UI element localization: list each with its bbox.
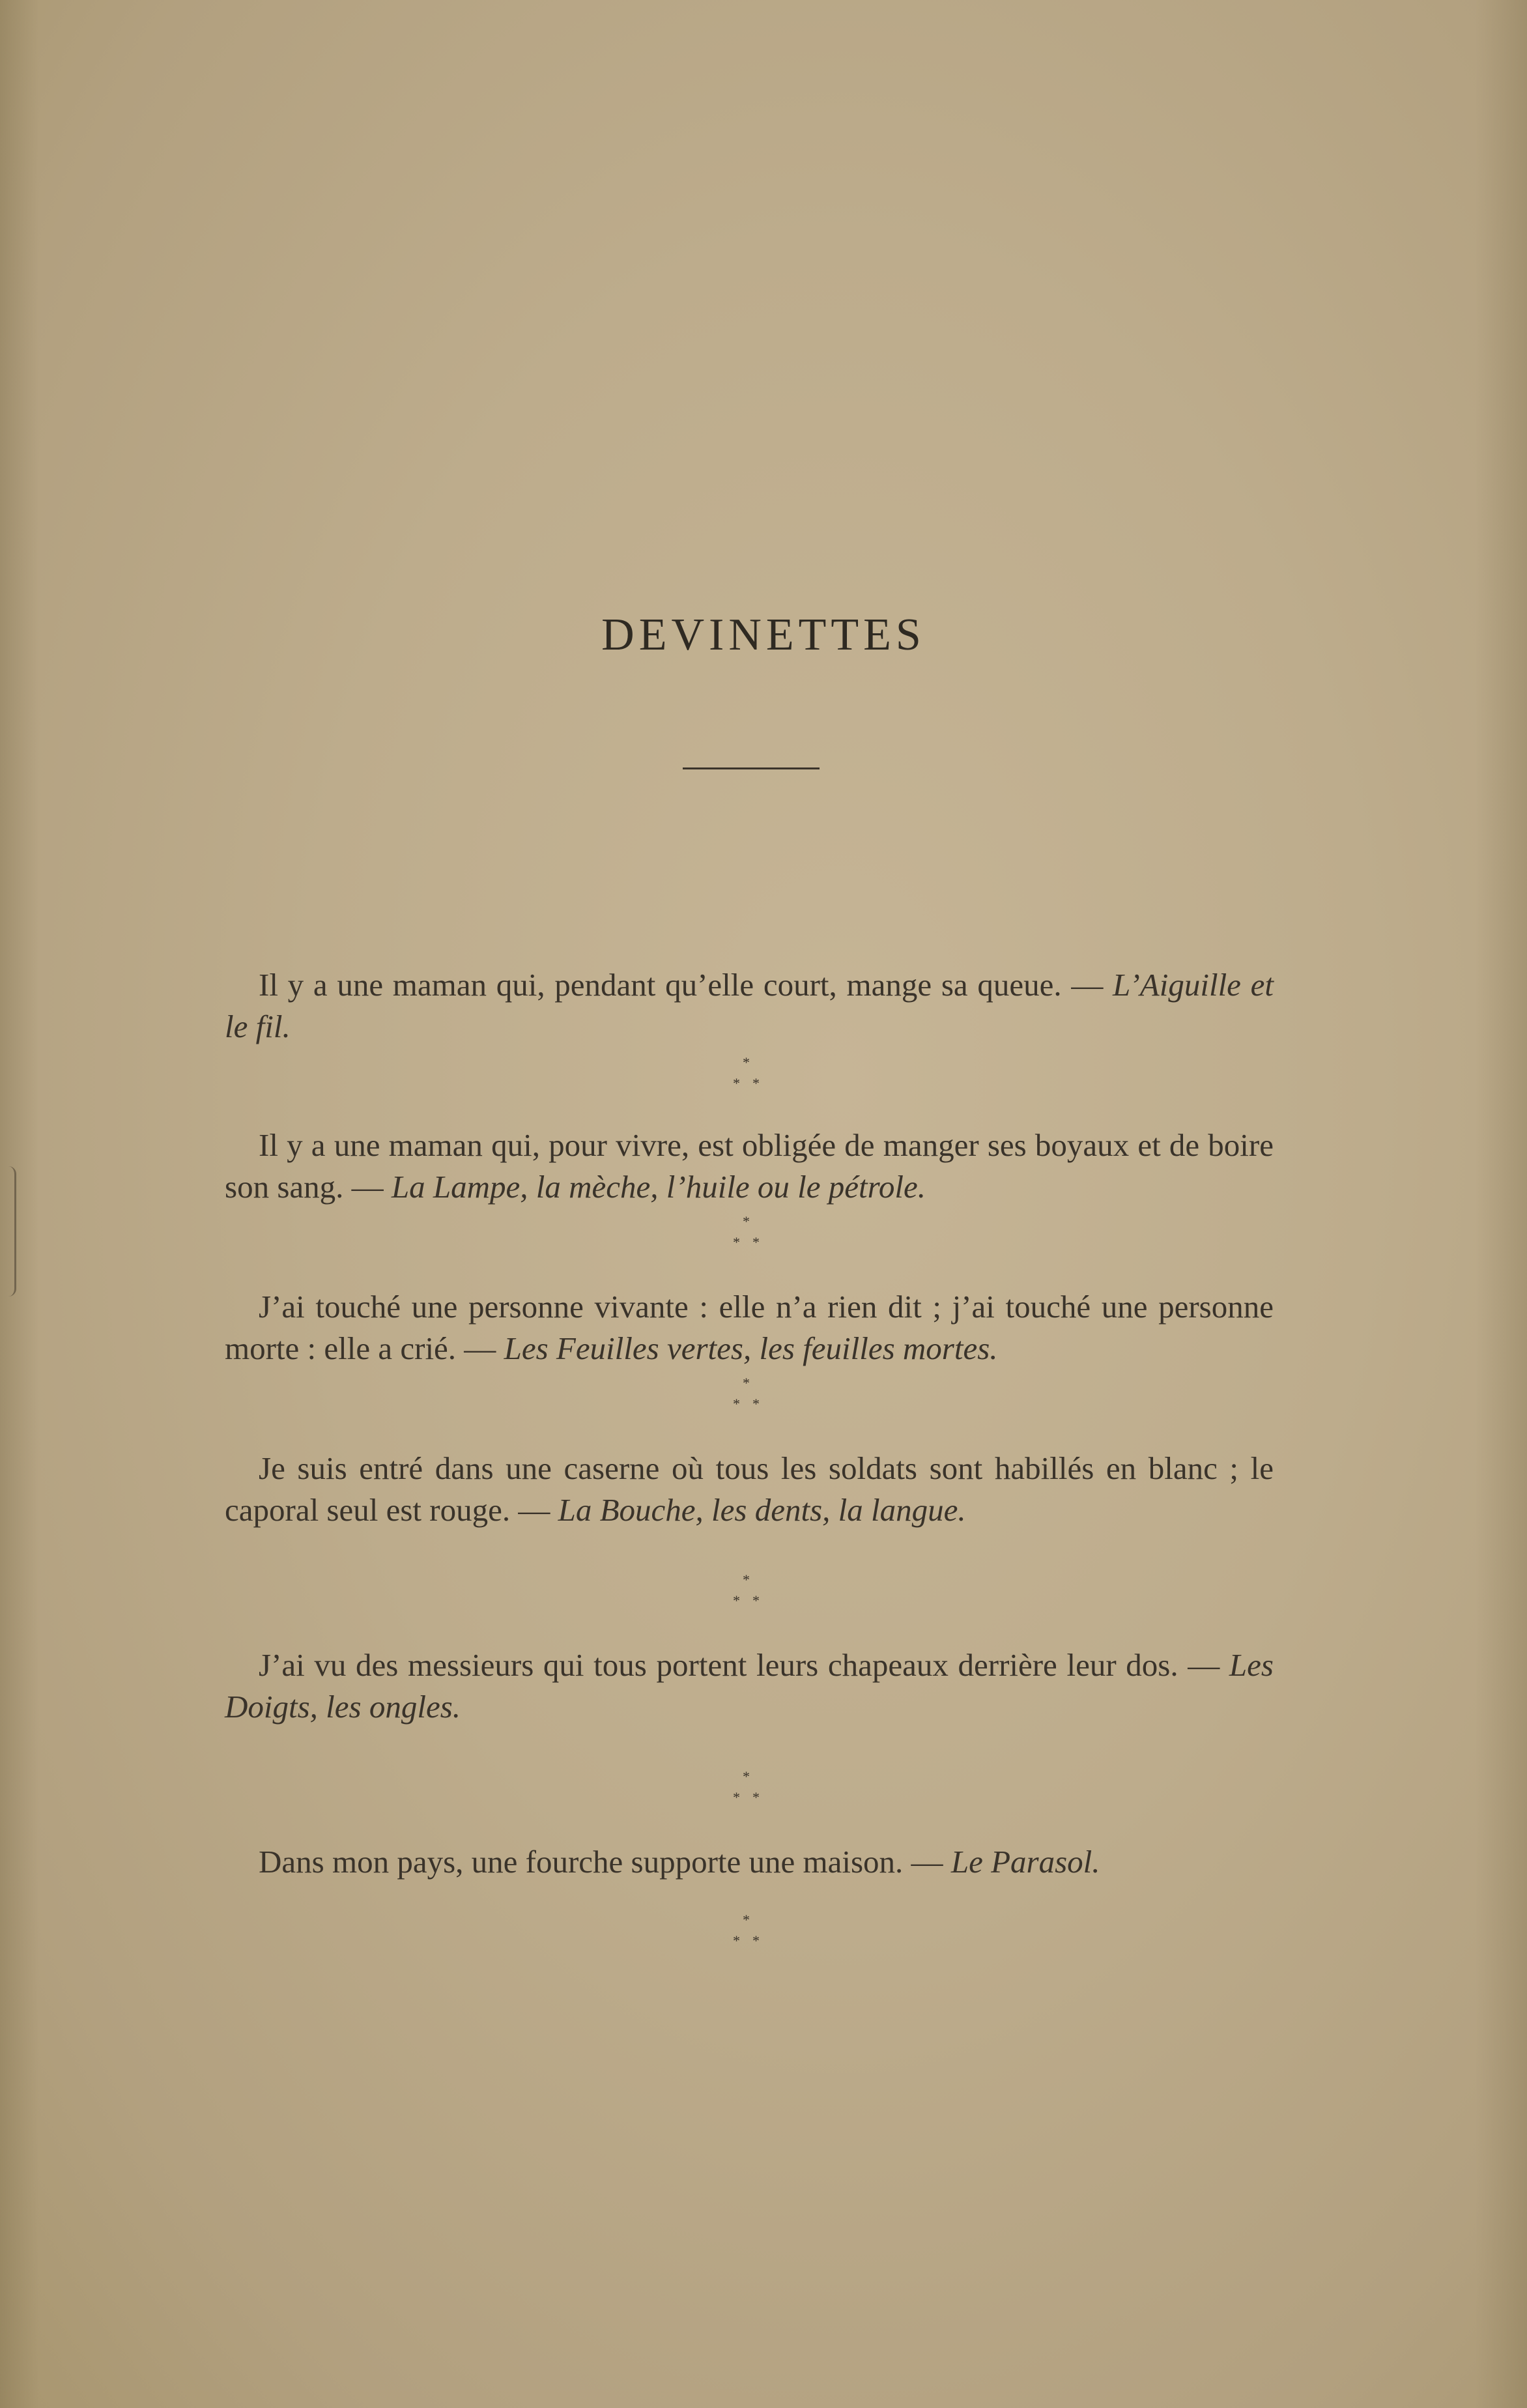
asterism-separator: [225, 1909, 1274, 1955]
riddle-answer: Le Parasol.: [950, 1844, 1100, 1880]
riddle-6: [225, 1841, 1274, 1883]
star-icon: *: [743, 1054, 750, 1070]
star-icon: *: [733, 1075, 740, 1091]
star-icon: *: [743, 1375, 750, 1391]
asterism-separator: [225, 1211, 1274, 1256]
riddle-question: Il y a une maman qui, pendant qu’elle court, mange sa queue. —: [259, 967, 1104, 1003]
star-icon: *: [743, 1213, 750, 1229]
riddle-answer: L’Aiguille et le fil.: [225, 967, 1274, 1044]
riddle-1: [225, 964, 1274, 1048]
riddle-5: [225, 1644, 1274, 1728]
star-icon: *: [733, 1932, 740, 1949]
riddle-list: [225, 964, 1274, 1955]
page-edge-shadow-right: [1475, 0, 1527, 2408]
riddle-answer: Les Feuilles vertes, les feuilles mortes.: [504, 1330, 998, 1366]
riddle-answer: La Bouche, les dents, la langue.: [558, 1492, 966, 1528]
riddle-question: J’ai touché une personne vivante : elle n’a rien dit ; j’ai touché une personne morte : elle a crié. —: [225, 1289, 1274, 1366]
star-icon: *: [743, 1571, 750, 1588]
riddle-question: J’ai vu des messieurs qui tous portent leurs chapeaux derrière leur dos. —: [259, 1647, 1220, 1683]
star-icon: *: [733, 1396, 740, 1412]
riddle-answer: Les Doigts, les ongles.: [225, 1647, 1274, 1725]
star-icon: *: [733, 1234, 740, 1250]
riddle-4: [225, 1448, 1274, 1531]
star-icon: *: [752, 1932, 760, 1949]
title-rule: [683, 767, 820, 769]
star-icon: *: [752, 1592, 760, 1609]
riddle-question: Je suis entré dans une caserne où tous les soldats sont habillés en blanc ; le caporal seul est rouge. —: [225, 1450, 1274, 1528]
star-icon: *: [752, 1075, 760, 1091]
star-icon: *: [752, 1396, 760, 1412]
star-icon: *: [743, 1768, 750, 1784]
riddle-2: [225, 1125, 1274, 1208]
asterism-separator: [225, 1052, 1274, 1097]
star-icon: *: [733, 1592, 740, 1609]
star-icon: *: [743, 1912, 750, 1928]
asterism-separator: [225, 1372, 1274, 1418]
riddle-question: Dans mon pays, une fourche supporte une maison. —: [259, 1844, 943, 1880]
asterism-separator: [225, 1569, 1274, 1614]
riddle-question: Il y a une maman qui, pour vivre, est obligée de manger ses boyaux et de boire son sang. —: [225, 1127, 1274, 1205]
page-title: DEVINETTES: [601, 610, 926, 660]
binding-mark: [0, 1166, 16, 1297]
star-icon: *: [752, 1789, 760, 1805]
riddle-3: [225, 1286, 1274, 1369]
star-icon: *: [752, 1234, 760, 1250]
riddle-answer: La Lampe, la mèche, l’huile ou le pétrole.: [391, 1169, 926, 1205]
star-icon: *: [733, 1789, 740, 1805]
asterism-separator: [225, 1766, 1274, 1811]
